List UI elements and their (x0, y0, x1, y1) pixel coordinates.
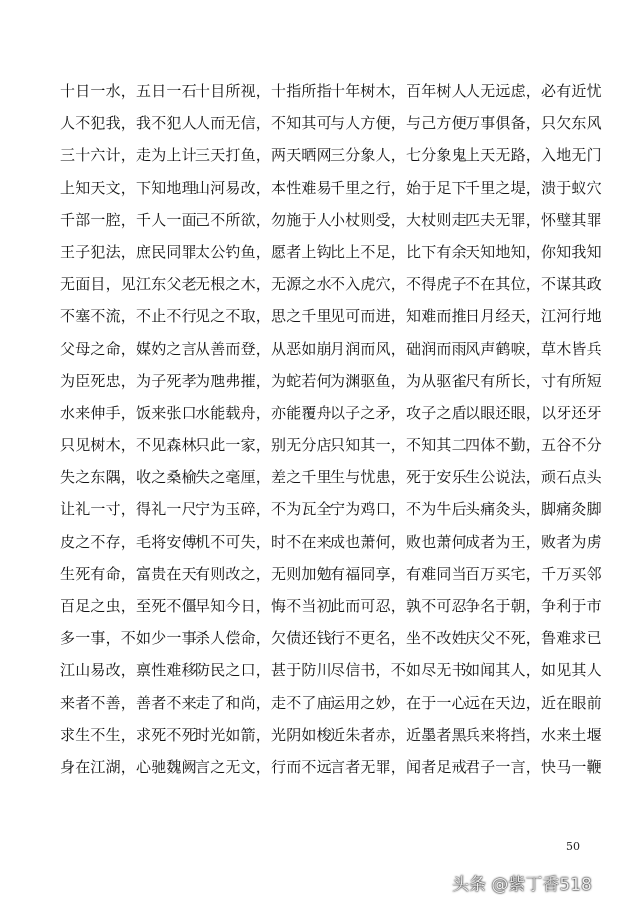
idiom-cell: 时光如箭，光阴如梭 (195, 725, 332, 744)
idiom-cell: 行不更名，坐不改姓 (330, 629, 467, 648)
idiom-cell: 只知其一，不知其二 (330, 436, 467, 455)
idiom-cell: 水来伸手，饭来张口 (60, 403, 197, 422)
idiom-cell: 防民之口，甚于防川 (195, 661, 332, 680)
idiom-cell: 头痛灸头，脚痛灸脚 (465, 500, 602, 519)
idiom-cell: 不入虎穴，不得虎子 (330, 275, 467, 294)
idiom-cell: 千里之行，始于足下 (330, 178, 467, 197)
idiom-cell: 见之不取，思之千里 (195, 307, 332, 326)
idiom-cell: 王子犯法，庶民同罪 (60, 242, 197, 261)
idiom-cell: 尽信书，不如尽无书 (330, 661, 467, 680)
idiom-cell: 言之无文，行而不远 (195, 757, 332, 776)
idiom-cell: 己不所欲，勿施于人 (195, 210, 332, 229)
idiom-cell: 无面目，见江东父老 (60, 275, 197, 294)
idiom-cell: 千里之堤，溃于蚁穴 (465, 178, 602, 197)
idiom-cell: 运用之妙，在于一心 (330, 693, 467, 712)
idiom-cell: 上知天文，下知地理 (60, 178, 197, 197)
idiom-cell: 江山易改，禀性难移 (60, 661, 197, 680)
idiom-cell: 从善而登，从恶如崩 (195, 339, 332, 358)
idiom-cell: 十年树木，百年树人 (330, 82, 467, 100)
idiom-cell: 万事俱备，只欠东风 (465, 114, 602, 133)
idiom-cell: 生公说法，顽石点头 (465, 468, 602, 487)
idiom-cell: 让礼一寸，得礼一尺 (60, 500, 197, 519)
idiom-cell: 以子之矛，攻子之盾 (330, 403, 467, 422)
idiom-cell: 人无远虑，必有近忧 (465, 82, 602, 100)
idiom-cell: 只见树木，不见森林 (60, 436, 197, 455)
idiom-cell: 失之毫厘，差之千里 (195, 468, 332, 487)
idiom-cell: 为渊驱鱼，为从驱雀 (330, 371, 467, 390)
idiom-cell: 千部一腔，千人一面 (60, 210, 197, 229)
idiom-cell: 百万买宅，千万买邻 (465, 564, 602, 583)
idiom-cell: 人不犯我，我不犯人 (60, 114, 197, 133)
idiom-cell: 不塞不流，不止不行 (60, 307, 197, 326)
idiom-cell: 为虺弗摧，为蛇若何 (195, 371, 332, 390)
idiom-cell: 风声鹤唳，草木皆兵 (465, 339, 602, 358)
idiom-cell: 父母之命，媒妁之言 (60, 339, 197, 358)
idiom-cell: 皮之不存，毛将安傅 (60, 532, 197, 551)
idiom-cell: 生与忧患，死于安乐 (330, 468, 467, 487)
idiom-cell: 小杖则受，大杖则走 (330, 210, 467, 229)
idiom-cell: 十日一水，五日一石 (60, 82, 197, 100)
idiom-cell: 如闻其人，如见其人 (465, 661, 602, 680)
idiom-cell: 争名于朝，争利于市 (465, 597, 602, 615)
idiom-cell: 天知地知，你知我知 (465, 242, 602, 261)
idiom-cell: 为臣死忠，为子死孝 (60, 371, 197, 390)
idiom-cell: 百足之虫，至死不僵 (60, 597, 197, 615)
idiom-cell: 十目所视，十指所指 (195, 82, 332, 100)
idiom-cell: 四体不勤，五谷不分 (465, 436, 602, 455)
idiom-cell: 山河易改，本性难易 (195, 178, 332, 197)
idiom-cell: 君子一言，快马一鞭 (465, 757, 602, 776)
idiom-cell: 宁为鸡口，不为牛后 (330, 500, 467, 519)
page-number: 50 (566, 840, 580, 853)
idiom-cell: 机不可失，时不在来 (195, 532, 332, 551)
idiom-cell: 只此一家，别无分店 (195, 436, 332, 455)
idiom-cell: 三天打鱼，两天晒网 (195, 146, 332, 165)
idiom-cell: 日月经天，江河行地 (465, 307, 602, 326)
idiom-cell: 不在其位，不谋其政 (465, 275, 602, 294)
idiom-cell: 杀人偿命，欠债还钱 (195, 629, 332, 648)
idiom-cell: 三分象人，七分象鬼 (330, 146, 467, 165)
idiom-cell: 兵来将挡，水来土堰 (465, 725, 602, 744)
idiom-cell: 人而无信，不知其可 (195, 114, 332, 133)
idiom-cell: 有福同享，有难同当 (330, 564, 467, 583)
idiom-cell: 见可而进，知难而推 (330, 307, 467, 326)
idiom-cell: 远在天边，近在眼前 (465, 693, 602, 712)
idiom-cell: 上天无路，入地无门 (465, 146, 602, 165)
idiom-cell: 尺有所长，寸有所短 (465, 371, 602, 390)
idiom-cell: 无根之木，无源之水 (195, 275, 332, 294)
idiom-cell: 三十六计，走为上计 (60, 146, 197, 165)
idiom-cell: 成也萧何，败也萧何 (330, 532, 467, 551)
watermark: 头条 @紫丁香518 (452, 875, 592, 895)
idiom-cell: 庆父不死，鲁难求已 (465, 629, 602, 648)
idiom-cell: 此而可忍，孰不可忍 (330, 597, 467, 615)
idiom-cell: 水能载舟，亦能覆舟 (195, 403, 332, 422)
idiom-cell: 生死有命，富贵在天 (60, 564, 197, 583)
idiom-cell: 多一事，不如少一事 (60, 629, 197, 648)
idiom-cell: 宁为玉碎，不为瓦全 (195, 500, 332, 519)
idiom-cell: 失之东隅，收之桑榆 (60, 468, 197, 487)
idiom-cell: 与人方便，与己方便 (330, 114, 467, 133)
idiom-cell: 来者不善，善者不来 (60, 693, 197, 712)
idiom-cell: 比上不足，比下有余 (330, 242, 467, 261)
idiom-cell: 近朱者赤，近墨者黑 (330, 725, 467, 744)
idiom-cell: 身在江湖，心驰魏阙 (60, 757, 197, 776)
idiom-cell: 早知今日，悔不当初 (195, 597, 332, 615)
idiom-cell: 月润而风，础润而雨 (330, 339, 467, 358)
idiom-cell: 成者为王，败者为虏 (465, 532, 602, 551)
idiom-cell: 匹夫无罪，怀璧其罪 (465, 210, 602, 229)
idiom-cell: 求生不生，求死不死 (60, 725, 197, 744)
idiom-cell: 有则改之，无则加勉 (195, 564, 332, 583)
idiom-cell: 以眼还眼，以牙还牙 (465, 403, 602, 422)
idiom-cell: 言者无罪，闻者足戒 (330, 757, 467, 776)
idiom-cell: 太公钓鱼，愿者上钩 (195, 242, 332, 261)
idiom-cell: 走了和尚，走不了庙 (195, 693, 332, 712)
